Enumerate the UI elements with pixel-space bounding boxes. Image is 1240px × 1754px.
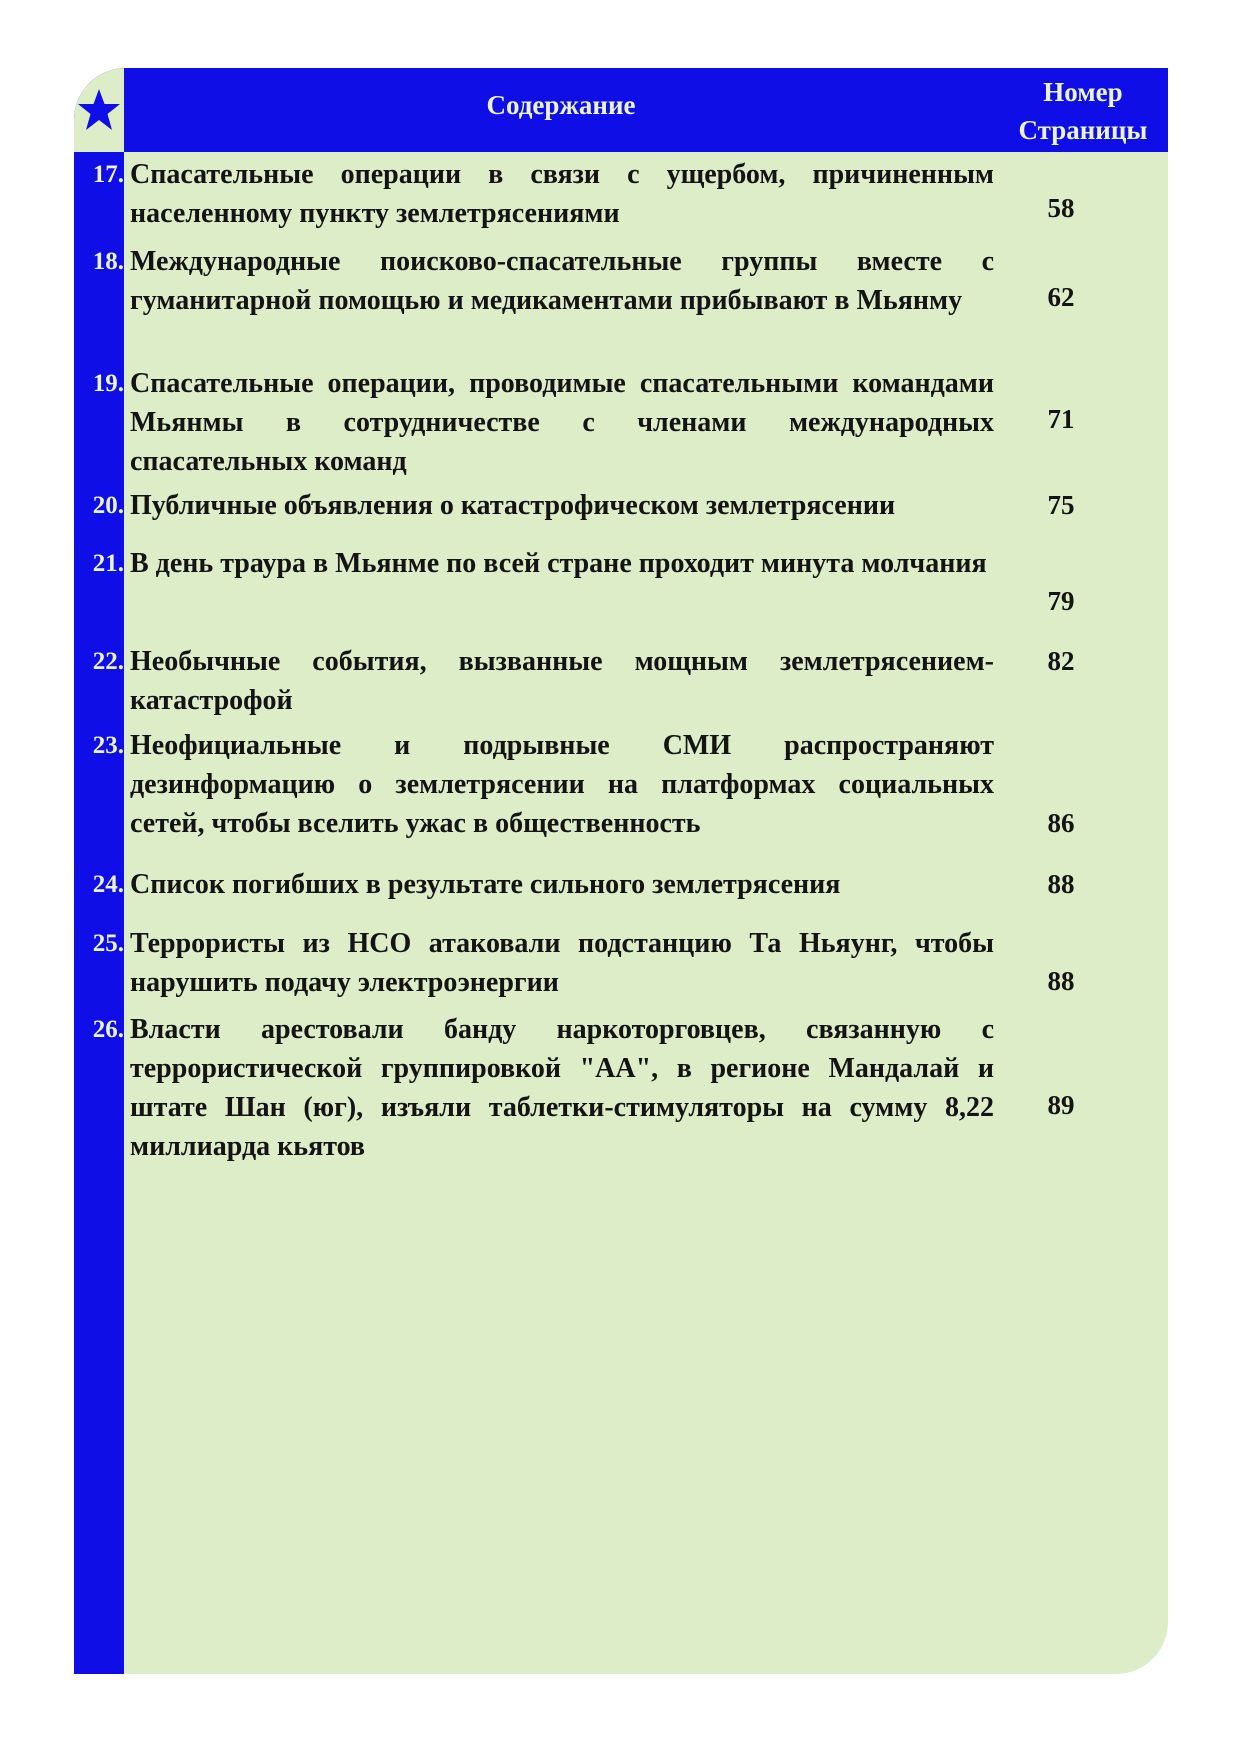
entry-title: Необычные события, вызванные мощным землетрясением-катастрофой [130,646,994,716]
entry-number: 17. [92,161,124,188]
contents-panel [74,68,1168,1674]
entry-title: Список погибших в результате сильного землетрясения [130,869,841,900]
entry-title: Неофициальные и подрывные СМИ распространяют дезинформацию о землетрясении на платформах социальных сетей, чтобы вселить ужас в общественность [130,730,994,839]
entry-number: 24. [92,871,124,898]
entry-number: 22. [92,648,124,675]
entry-page: 89 [1047,1090,1075,1120]
entry-number: 21. [92,550,124,577]
entry-page: 71 [1047,404,1075,434]
page-number-heading [998,73,1168,149]
star-icon [77,88,121,132]
corner-cell [74,68,124,152]
entry-page: 79 [1047,586,1075,616]
entry-page: 58 [1047,193,1075,223]
entry-number: 25. [92,930,124,957]
entry-page: 75 [1047,490,1075,520]
entry-title: Спасательные операции, проводимые спасательными командами Мьянмы в сотрудничестве с членами международных спасательных команд [130,368,994,477]
entry-title: Террористы из НСО атаковали подстанцию Та Ньяунг, чтобы нарушить подачу электроэнергии [130,928,994,998]
entry-page: 86 [1047,808,1075,838]
page-heading-line1: Номер [1043,77,1123,107]
entry-number: 23. [92,732,124,759]
entry-number: 20. [92,492,124,519]
table-header [124,68,1168,152]
entry-page: 88 [1047,869,1075,899]
entry-title: Спасательные операции в связи с ущербом, причиненным населенному пункту землетрясениями [130,159,994,229]
entry-number: 18. [92,248,124,275]
page-heading-line2: Страницы [1018,115,1148,145]
entry-title: В день траура в Мьянме по всей стране проходит минута молчания [130,548,987,579]
entry-number: 19. [92,370,124,397]
contents-heading: Содержание [486,90,636,120]
entry-title: Публичные объявления о катастрофическом землетрясении [130,490,896,521]
entry-title: Власти арестовали банду наркоторговцев, связанную с террористической группировкой "АА", в регионе Мандалай и штате Шан (юг), изъяли таблетки-стимуляторы на сумму 8,22 миллиарда кьятов [130,1014,994,1162]
entry-page: 88 [1047,966,1075,996]
entry-page: 82 [1047,646,1075,676]
entry-number: 26. [92,1016,124,1043]
entry-title: Международные поисково-спасательные группы вместе с гуманитарной помощью и медикаментами прибывают в Мьянму [130,246,994,316]
entry-page: 62 [1047,282,1075,312]
